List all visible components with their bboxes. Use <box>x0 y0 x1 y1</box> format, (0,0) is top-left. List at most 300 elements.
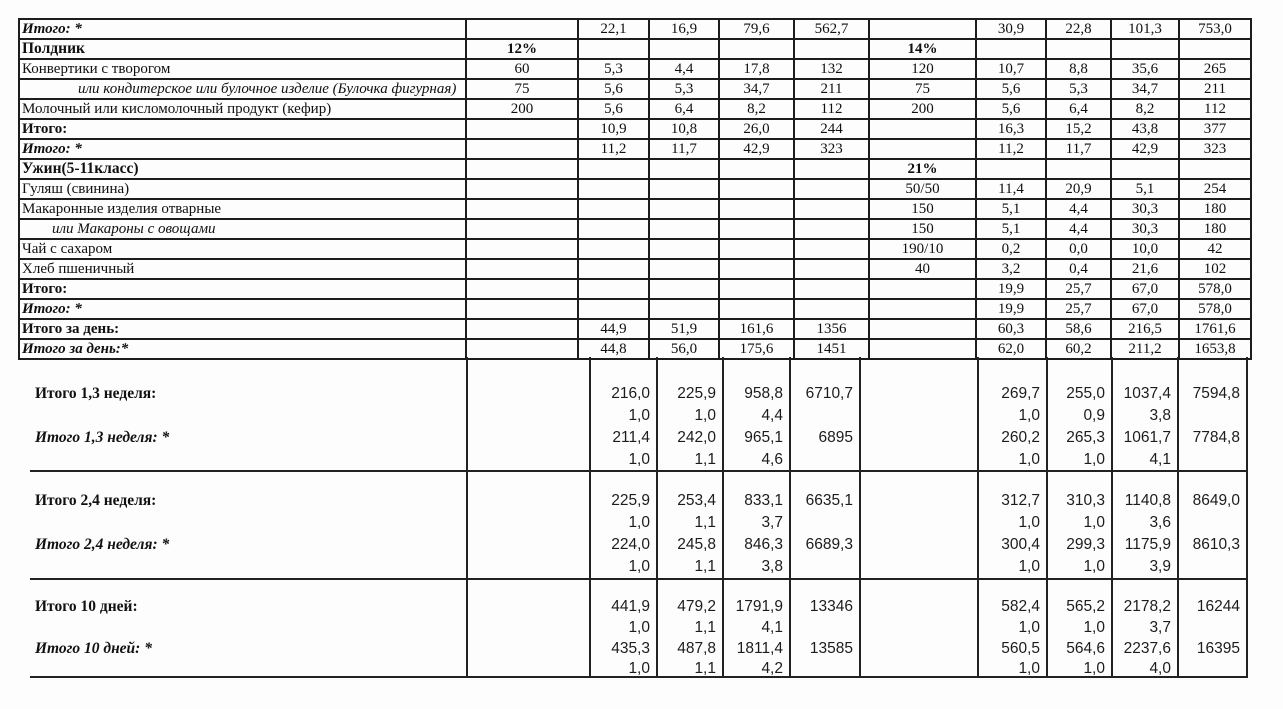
portion-cell <box>466 199 578 219</box>
value-cell: 0,4 <box>1046 259 1111 279</box>
value-cell <box>794 199 869 219</box>
value-cell <box>794 239 869 259</box>
value-cell: 5,6 <box>578 99 649 119</box>
summary-row <box>18 596 1247 617</box>
summary-label: Итого 10 дней: <box>35 598 138 615</box>
summary-value-cell: 245,8 <box>677 536 716 553</box>
table-row <box>19 79 1251 99</box>
portion-cell: 120 <box>869 59 976 79</box>
value-cell: 34,7 <box>719 79 794 99</box>
summary-value-cell: 299,3 <box>1066 536 1105 553</box>
value-cell <box>578 39 649 59</box>
summary-value-cell: 3,8 <box>1149 407 1171 424</box>
summary-row <box>18 490 1247 511</box>
value-cell: 19,9 <box>976 279 1046 299</box>
table-row <box>19 39 1251 59</box>
value-cell: 377 <box>1179 119 1251 139</box>
value-cell: 22,8 <box>1046 19 1111 39</box>
summary-value-cell: 1,1 <box>694 514 716 531</box>
summary-value-cell: 3,6 <box>1149 514 1171 531</box>
summary-label <box>18 617 467 638</box>
summary-row <box>18 405 1247 426</box>
summary-value-cell: 1811,4 <box>736 640 783 657</box>
dish-label-cell: Итого за день:* <box>19 339 466 359</box>
summary-value-cell: 2178,2 <box>1123 598 1171 615</box>
value-cell: 44,8 <box>578 339 649 359</box>
value-cell: 10,0 <box>1111 239 1179 259</box>
summary-label <box>18 449 467 470</box>
summary-value-cell: 582,4 <box>1001 598 1040 615</box>
value-cell <box>578 299 649 319</box>
portion-cell <box>466 159 578 179</box>
value-cell <box>719 299 794 319</box>
summary-value-cell: 7594,8 <box>1192 385 1240 402</box>
value-cell: 16,3 <box>976 119 1046 139</box>
summary-spacer-cell <box>467 427 590 448</box>
value-cell: 67,0 <box>1111 299 1179 319</box>
value-cell <box>649 259 719 279</box>
summary-value-cell: 4,2 <box>761 660 783 677</box>
summary-value-cell <box>790 449 860 470</box>
summary-value-cell: 1,0 <box>1083 514 1105 531</box>
value-cell <box>578 179 649 199</box>
value-cell: 10,8 <box>649 119 719 139</box>
value-cell: 30,9 <box>976 19 1046 39</box>
value-cell <box>1111 39 1179 59</box>
dish-label-cell: или кондитерское или булочное изделие (Булочка фигурная) <box>19 79 466 99</box>
summary-section <box>0 357 1283 697</box>
summary-value-cell: 225,9 <box>677 385 716 402</box>
summary-spacer-cell <box>467 449 590 470</box>
summary-value-cell <box>1178 617 1247 638</box>
portion-cell <box>466 279 578 299</box>
summary-value-cell: 1,1 <box>694 619 716 636</box>
portion-cell <box>869 279 976 299</box>
summary-value-cell: 3,7 <box>1149 619 1171 636</box>
value-cell: 51,9 <box>649 319 719 339</box>
value-cell: 180 <box>1179 199 1251 219</box>
value-cell <box>719 159 794 179</box>
portion-cell <box>466 139 578 159</box>
summary-label <box>18 405 467 426</box>
summary-spacer-cell <box>467 405 590 426</box>
summary-value-cell: 13585 <box>809 640 853 657</box>
summary-value-cell: 6895 <box>818 429 853 446</box>
summary-value-cell: 13346 <box>809 598 853 615</box>
value-cell <box>1179 39 1251 59</box>
dish-label-cell: Конвертики с творогом <box>19 59 466 79</box>
dish-label-cell: Итого: * <box>19 299 466 319</box>
value-cell <box>794 279 869 299</box>
summary-spacer-cell <box>860 490 978 511</box>
dish-label-cell: Макаронные изделия отварные <box>19 199 466 219</box>
summary-spacer-cell <box>860 534 978 555</box>
summary-value-cell: 3,9 <box>1149 558 1171 575</box>
table-row <box>19 139 1251 159</box>
summary-value-cell: 1,0 <box>628 407 650 424</box>
summary-value-cell: 224,0 <box>611 536 650 553</box>
value-cell: 44,9 <box>578 319 649 339</box>
summary-value-cell: 4,1 <box>761 619 783 636</box>
value-cell <box>578 199 649 219</box>
summary-value-cell: 8610,3 <box>1192 536 1240 553</box>
summary-row <box>18 638 1247 659</box>
value-cell: 25,7 <box>1046 299 1111 319</box>
portion-cell <box>466 219 578 239</box>
summary-row <box>18 449 1247 470</box>
value-cell: 1653,8 <box>1179 339 1251 359</box>
value-cell <box>578 219 649 239</box>
summary-value-cell: 479,2 <box>677 598 716 615</box>
portion-cell <box>869 299 976 319</box>
value-cell <box>719 39 794 59</box>
value-cell: 211 <box>794 79 869 99</box>
value-cell: 323 <box>1179 139 1251 159</box>
value-cell: 112 <box>1179 99 1251 119</box>
summary-value-cell: 216,0 <box>611 385 650 402</box>
summary-spacer-cell <box>860 617 978 638</box>
summary-value-cell: 1,0 <box>1083 619 1105 636</box>
value-cell: 5,6 <box>578 79 649 99</box>
summary-row <box>18 617 1247 638</box>
value-cell <box>794 159 869 179</box>
value-cell <box>794 39 869 59</box>
summary-value-cell: 1061,7 <box>1123 429 1171 446</box>
summary-label <box>18 512 467 533</box>
summary-row <box>18 512 1247 533</box>
summary-value-cell: 6689,3 <box>805 536 853 553</box>
portion-cell <box>869 339 976 359</box>
dish-label-cell: Итого за день: <box>19 319 466 339</box>
portion-cell <box>466 319 578 339</box>
value-cell: 3,2 <box>976 259 1046 279</box>
value-cell: 60,2 <box>1046 339 1111 359</box>
summary-value-cell: 1,0 <box>1018 660 1040 677</box>
summary-value-cell <box>790 405 860 426</box>
summary-spacer-cell <box>860 512 978 533</box>
value-cell: 56,0 <box>649 339 719 359</box>
value-cell: 58,6 <box>1046 319 1111 339</box>
value-cell: 5,3 <box>649 79 719 99</box>
value-cell: 0,0 <box>1046 239 1111 259</box>
value-cell: 79,6 <box>719 19 794 39</box>
value-cell: 0,2 <box>976 239 1046 259</box>
value-cell: 8,2 <box>719 99 794 119</box>
value-cell <box>719 259 794 279</box>
summary-value-cell: 1,0 <box>1018 407 1040 424</box>
summary-value-cell: 242,0 <box>677 429 716 446</box>
summary-row <box>18 427 1247 448</box>
value-cell: 112 <box>794 99 869 119</box>
portion-cell: 12% <box>466 39 578 59</box>
portion-cell: 75 <box>869 79 976 99</box>
summary-spacer-cell <box>860 638 978 659</box>
value-cell <box>578 279 649 299</box>
portion-cell: 40 <box>869 259 976 279</box>
portion-cell <box>466 119 578 139</box>
summary-row <box>18 383 1247 404</box>
summary-label <box>18 658 467 679</box>
value-cell: 8,8 <box>1046 59 1111 79</box>
value-cell: 26,0 <box>719 119 794 139</box>
summary-value-cell: 487,8 <box>677 640 716 657</box>
value-cell: 6,4 <box>649 99 719 119</box>
value-cell: 5,1 <box>976 199 1046 219</box>
summary-value-cell: 1,0 <box>1083 558 1105 575</box>
dish-label-cell: или Макароны с овощами <box>19 219 466 239</box>
summary-spacer-cell <box>467 512 590 533</box>
value-cell <box>1046 159 1111 179</box>
value-cell: 175,6 <box>719 339 794 359</box>
value-cell: 753,0 <box>1179 19 1251 39</box>
summary-value-cell: 4,6 <box>761 451 783 468</box>
value-cell: 35,6 <box>1111 59 1179 79</box>
summary-spacer-cell <box>467 596 590 617</box>
value-cell: 42,9 <box>719 139 794 159</box>
portion-cell: 75 <box>466 79 578 99</box>
table-row <box>19 159 1251 179</box>
value-cell <box>649 159 719 179</box>
value-cell <box>794 179 869 199</box>
dish-label-cell: Итого: * <box>19 19 466 39</box>
summary-value-cell: 4,0 <box>1149 660 1171 677</box>
value-cell: 42 <box>1179 239 1251 259</box>
summary-value-cell: 3,7 <box>761 514 783 531</box>
summary-value-cell <box>790 556 860 577</box>
value-cell <box>578 159 649 179</box>
summary-value-cell: 1,0 <box>1018 558 1040 575</box>
summary-value-cell: 6710,7 <box>805 385 853 402</box>
value-cell: 132 <box>794 59 869 79</box>
separator-line <box>30 470 1247 472</box>
summary-value-cell: 3,8 <box>761 558 783 575</box>
value-cell <box>649 279 719 299</box>
summary-value-cell: 269,7 <box>1001 385 1040 402</box>
summary-value-cell: 1,0 <box>1018 514 1040 531</box>
summary-value-cell: 1,0 <box>628 619 650 636</box>
summary-value-cell <box>1178 658 1247 679</box>
summary-value-cell: 1,0 <box>628 451 650 468</box>
summary-value-cell <box>790 512 860 533</box>
summary-value-cell: 4,4 <box>761 407 783 424</box>
value-cell <box>794 259 869 279</box>
value-cell: 211 <box>1179 79 1251 99</box>
value-cell: 30,3 <box>1111 219 1179 239</box>
value-cell <box>649 239 719 259</box>
summary-value-cell: 1,0 <box>694 407 716 424</box>
summary-spacer-cell <box>860 596 978 617</box>
value-cell: 11,7 <box>1046 139 1111 159</box>
value-cell <box>649 219 719 239</box>
summary-spacer-cell <box>467 556 590 577</box>
value-cell: 21,6 <box>1111 259 1179 279</box>
portion-cell: 21% <box>869 159 976 179</box>
summary-spacer-cell <box>467 534 590 555</box>
summary-value-cell: 1,0 <box>628 558 650 575</box>
summary-spacer-cell <box>467 638 590 659</box>
summary-value-cell: 16244 <box>1196 598 1240 615</box>
value-cell: 5,6 <box>976 79 1046 99</box>
value-cell: 161,6 <box>719 319 794 339</box>
value-cell <box>649 199 719 219</box>
portion-cell: 200 <box>869 99 976 119</box>
portion-cell <box>466 179 578 199</box>
value-cell <box>649 179 719 199</box>
table-row <box>19 179 1251 199</box>
summary-value-cell: 8649,0 <box>1192 492 1240 509</box>
value-cell <box>719 239 794 259</box>
summary-row <box>18 556 1247 577</box>
portion-cell: 14% <box>869 39 976 59</box>
summary-value-cell: 1140,8 <box>1124 492 1171 509</box>
summary-value-cell: 1,1 <box>694 451 716 468</box>
value-cell: 19,9 <box>976 299 1046 319</box>
summary-value-cell <box>1178 405 1247 426</box>
value-cell: 5,1 <box>976 219 1046 239</box>
portion-cell: 150 <box>869 219 976 239</box>
table-row <box>19 59 1251 79</box>
summary-label <box>18 556 467 577</box>
summary-label: Итого 1,3 неделя: * <box>35 429 170 446</box>
summary-value-cell <box>790 617 860 638</box>
value-cell: 30,3 <box>1111 199 1179 219</box>
value-cell: 5,3 <box>1046 79 1111 99</box>
summary-value-cell: 300,4 <box>1001 536 1040 553</box>
value-cell <box>794 299 869 319</box>
table-row <box>19 239 1251 259</box>
value-cell: 17,8 <box>719 59 794 79</box>
value-cell: 11,4 <box>976 179 1046 199</box>
summary-spacer-cell <box>467 658 590 679</box>
summary-value-cell: 1791,9 <box>735 598 783 615</box>
summary-value-cell: 1,0 <box>1083 451 1105 468</box>
dish-label-cell: Хлеб пшеничный <box>19 259 466 279</box>
table-row <box>19 279 1251 299</box>
summary-value-cell: 564,6 <box>1066 640 1105 657</box>
value-cell <box>649 39 719 59</box>
summary-value-cell: 255,0 <box>1066 385 1105 402</box>
summary-spacer-cell <box>467 490 590 511</box>
value-cell <box>719 199 794 219</box>
value-cell: 34,7 <box>1111 79 1179 99</box>
portion-cell <box>466 239 578 259</box>
value-cell: 1356 <box>794 319 869 339</box>
summary-value-cell: 4,1 <box>1149 451 1171 468</box>
value-cell: 20,9 <box>1046 179 1111 199</box>
value-cell: 5,1 <box>1111 179 1179 199</box>
dish-label-cell: Итого: <box>19 119 466 139</box>
summary-value-cell: 958,8 <box>744 385 783 402</box>
summary-value-cell: 1,1 <box>694 660 716 677</box>
value-cell: 323 <box>794 139 869 159</box>
portion-cell: 150 <box>869 199 976 219</box>
value-cell <box>1179 159 1251 179</box>
table-row <box>19 259 1251 279</box>
value-cell: 60,3 <box>976 319 1046 339</box>
summary-value-cell: 265,3 <box>1066 429 1105 446</box>
value-cell: 5,6 <box>976 99 1046 119</box>
value-cell <box>1111 159 1179 179</box>
summary-value-cell: 1175,9 <box>1124 536 1171 553</box>
summary-spacer-cell <box>860 556 978 577</box>
table-row <box>19 219 1251 239</box>
value-cell: 11,2 <box>976 139 1046 159</box>
value-cell <box>976 39 1046 59</box>
value-cell: 4,4 <box>1046 199 1111 219</box>
value-cell <box>794 219 869 239</box>
summary-value-cell: 560,5 <box>1001 640 1040 657</box>
summary-value-cell: 846,3 <box>744 536 783 553</box>
value-cell: 244 <box>794 119 869 139</box>
summary-value-cell: 565,2 <box>1066 598 1105 615</box>
portion-cell <box>466 259 578 279</box>
summary-value-cell: 1,0 <box>1018 451 1040 468</box>
summary-value-cell: 7784,8 <box>1192 429 1240 446</box>
table-row <box>19 339 1251 359</box>
summary-spacer-cell <box>860 449 978 470</box>
portion-cell <box>869 19 976 39</box>
table-row <box>19 99 1251 119</box>
value-cell: 11,2 <box>578 139 649 159</box>
value-cell: 180 <box>1179 219 1251 239</box>
summary-value-cell: 6635,1 <box>805 492 853 509</box>
summary-value-cell: 312,7 <box>1001 492 1040 509</box>
value-cell: 211,2 <box>1111 339 1179 359</box>
summary-value-cell: 225,9 <box>611 492 650 509</box>
dish-label-cell: Чай с сахаром <box>19 239 466 259</box>
portion-cell: 200 <box>466 99 578 119</box>
separator-line <box>30 578 1247 580</box>
dish-label-cell: Итого: * <box>19 139 466 159</box>
menu-nutrition-table <box>18 18 1252 360</box>
dish-label-cell: Гуляш (свинина) <box>19 179 466 199</box>
summary-value-cell: 1,0 <box>1018 619 1040 636</box>
summary-spacer-cell <box>467 617 590 638</box>
value-cell <box>649 299 719 319</box>
value-cell: 578,0 <box>1179 299 1251 319</box>
portion-cell <box>466 339 578 359</box>
summary-value-cell: 435,3 <box>611 640 650 657</box>
summary-value-cell: 833,1 <box>744 492 783 509</box>
summary-spacer-cell <box>860 383 978 404</box>
value-cell: 562,7 <box>794 19 869 39</box>
value-cell: 62,0 <box>976 339 1046 359</box>
portion-cell <box>466 19 578 39</box>
value-cell: 1761,6 <box>1179 319 1251 339</box>
summary-spacer-cell <box>860 427 978 448</box>
summary-value-cell: 16395 <box>1196 640 1240 657</box>
summary-value-cell <box>1178 449 1247 470</box>
summary-label: Итого 1,3 неделя: <box>35 385 157 402</box>
summary-value-cell: 2237,6 <box>1123 640 1171 657</box>
summary-value-cell: 0,9 <box>1083 407 1105 424</box>
value-cell: 254 <box>1179 179 1251 199</box>
summary-value-cell <box>1178 556 1247 577</box>
portion-cell <box>466 299 578 319</box>
summary-value-cell: 1,1 <box>694 558 716 575</box>
value-cell: 101,3 <box>1111 19 1179 39</box>
value-cell: 15,2 <box>1046 119 1111 139</box>
portion-cell: 60 <box>466 59 578 79</box>
portion-cell <box>869 319 976 339</box>
value-cell <box>719 279 794 299</box>
summary-spacer-cell <box>467 383 590 404</box>
table-row <box>19 199 1251 219</box>
summary-value-cell: 1,0 <box>628 514 650 531</box>
summary-value-cell <box>790 658 860 679</box>
summary-value-cell: 1037,4 <box>1123 385 1171 402</box>
portion-cell: 190/10 <box>869 239 976 259</box>
